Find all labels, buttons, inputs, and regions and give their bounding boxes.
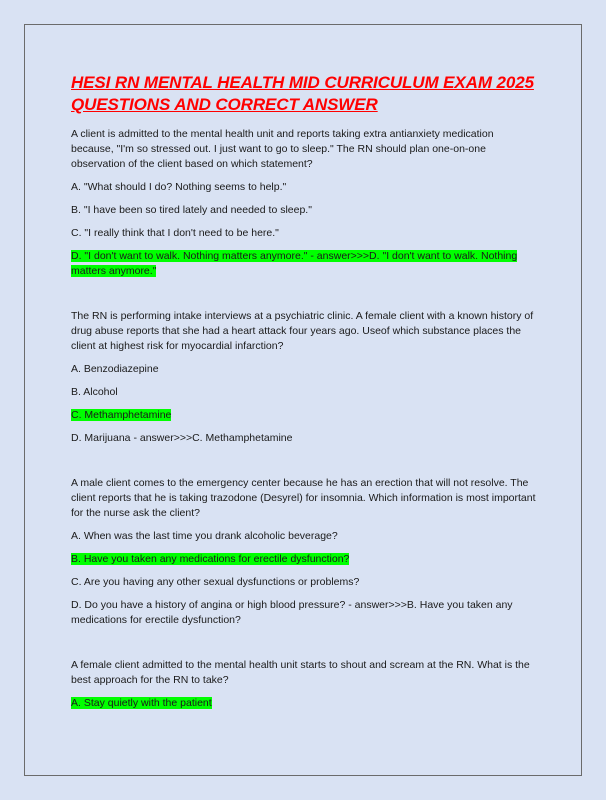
answer-option <box>71 385 537 400</box>
question-stem: A male client comes to the emergency center because he has an erection that will not resolve. The client reports that he is taking trazodone (Desyrel) for insomnia. Which information is most important for the nurse ask the client? <box>71 477 536 519</box>
highlighted-answer-text: A. Stay quietly with the patient <box>71 697 212 709</box>
answer-option <box>71 362 537 377</box>
answer-option <box>71 598 537 628</box>
question-block <box>71 658 537 711</box>
question-stem: A client is admitted to the mental health unit and reports taking extra antianxiety medication because, "I'm so stressed out. I just want to go to sleep." The RN should plan one-on-one observation of the client based on which statement? <box>71 128 494 170</box>
answer-option-text: B. "I have been so tired lately and needed to sleep." <box>71 204 312 216</box>
answer-option-correct <box>71 408 537 423</box>
question-block <box>71 127 537 279</box>
document-title: HESI RN MENTAL HEALTH MID CURRICULUM EXAM 2025 QUESTIONS AND CORRECT ANSWER <box>71 73 534 114</box>
answer-option <box>71 529 537 544</box>
document-body <box>71 72 537 719</box>
question-stem: The RN is performing intake interviews at a psychiatric clinic. A female client with a known history of drug abuse reports that she had a heart attack four years ago. Useof which substance places the client at highest risk for myocardial infarction? <box>71 310 534 352</box>
answer-option-text: A. "What should I do? Nothing seems to help." <box>71 181 287 193</box>
highlighted-answer-text: D. "I don't want to walk. Nothing matters anymore." - answer>>>D. "I don't want to walk. Nothing matters anymore." <box>71 250 518 277</box>
answer-option-correct <box>71 552 537 567</box>
answer-option-text: B. Alcohol <box>71 386 118 398</box>
highlighted-answer-text: B. Have you taken any medications for erectile dysfunction? <box>71 553 350 565</box>
answer-option <box>71 575 537 590</box>
spacer <box>71 287 537 309</box>
highlighted-answer-text: C. Methamphetamine <box>71 409 172 421</box>
answer-option <box>71 203 537 218</box>
answer-option <box>71 226 537 241</box>
answer-option-text: D. Marijuana - answer>>>C. Methamphetamine <box>71 432 293 444</box>
answer-option-text: C. "I really think that I don't need to be here." <box>71 227 279 239</box>
answer-option-text: D. Do you have a history of angina or high blood pressure? - answer>>>B. Have you taken any medications for erectile dysfunction? <box>71 599 513 626</box>
question-block <box>71 476 537 628</box>
answer-option <box>71 180 537 195</box>
answer-option <box>71 431 537 446</box>
spacer <box>71 454 537 476</box>
spacer <box>71 636 537 658</box>
answer-option-correct <box>71 249 537 279</box>
question-block <box>71 309 537 446</box>
answer-option-text: A. Benzodiazepine <box>71 363 159 375</box>
answer-option-text: A. When was the last time you drank alcoholic beverage? <box>71 530 338 542</box>
answer-option-correct <box>71 696 537 711</box>
question-stem: A female client admitted to the mental health unit starts to shout and scream at the RN. What is the best approach for the RN to take? <box>71 659 530 686</box>
answer-option-text: C. Are you having any other sexual dysfunctions or problems? <box>71 576 360 588</box>
